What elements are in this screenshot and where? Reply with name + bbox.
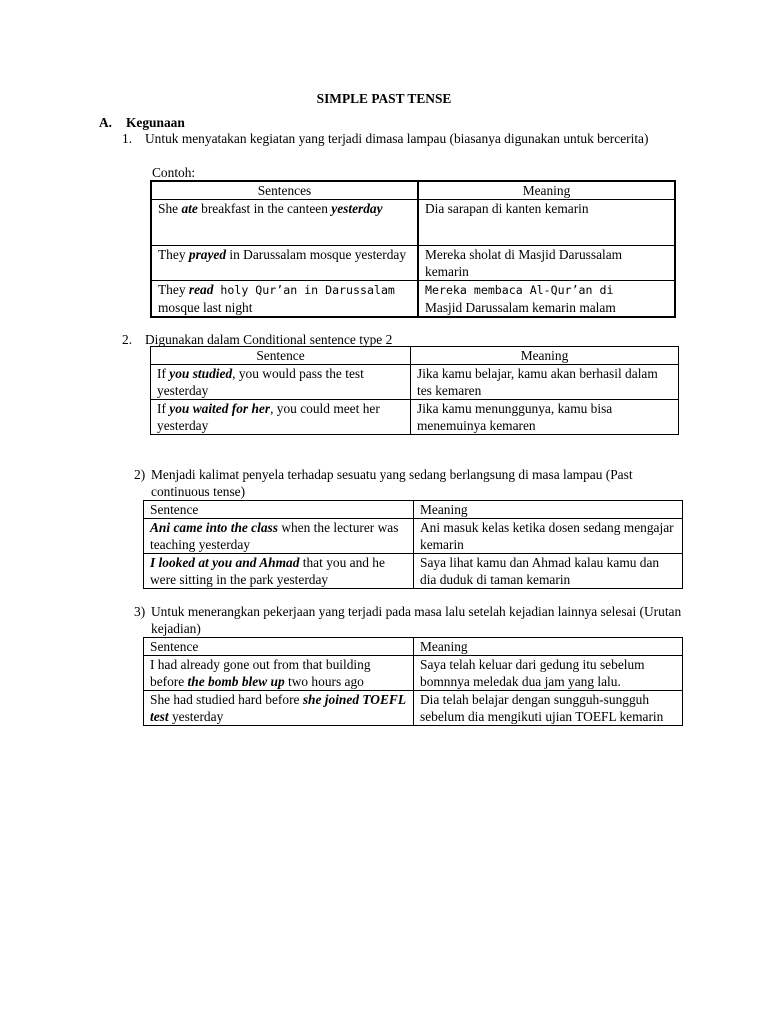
item-text: Menjadi kalimat penyela terhadap sesuatu yang sedang berlangsung di masa lampau (Past continuous tense): [151, 467, 633, 499]
header-meaning: Meaning: [411, 347, 679, 365]
sentence-cell: If you studied, you would pass the test yesterday: [151, 365, 411, 400]
table-row: [144, 554, 683, 589]
meaning-cell: Mereka sholat di Masjid Darussalam kemarin: [418, 246, 675, 281]
meaning-cell: Mereka membaca Al-Qur’an di Masjid Darussalam kemarin malam: [418, 281, 675, 318]
table-header-row: [151, 347, 679, 365]
meaning-cell: Saya lihat kamu dan Ahmad kalau kamu dan dia duduk di taman kemarin: [414, 554, 683, 589]
sentence-cell: They read holy Qur’an in Darussalam mosque last night: [151, 281, 418, 318]
section-heading: [99, 114, 185, 131]
table-row: [151, 365, 679, 400]
meaning-cell: Jika kamu belajar, kamu akan berhasil dalam tes kemaren: [411, 365, 679, 400]
examples-table-2: [150, 346, 679, 435]
examples-table-3: [143, 500, 683, 589]
sentence-cell: I had already gone out from that building before the bomb blew up two hours ago: [144, 656, 414, 691]
table-header-row: [144, 501, 683, 519]
table-row: [144, 519, 683, 554]
example-label: Contoh:: [152, 165, 196, 180]
usage-item-2: [122, 331, 393, 348]
section-letter: A.: [99, 115, 113, 130]
examples-table-1: [150, 180, 676, 318]
header-meaning: Meaning: [418, 181, 675, 200]
table-header-row: [144, 638, 683, 656]
meaning-cell: Jika kamu menunggunya, kamu bisa menemuinya kemaren: [411, 400, 679, 435]
table-row: [151, 246, 675, 281]
meaning-cell: Dia telah belajar dengan sungguh-sungguh sebelum dia mengikuti ujian TOEFL kemarin: [414, 691, 683, 726]
examples-table-4: [143, 637, 683, 726]
header-meaning: Meaning: [414, 638, 683, 656]
header-sentence: Sentence: [151, 347, 411, 365]
item-text: Untuk menyatakan kegiatan yang terjadi dimasa lampau (biasanya digunakan untuk bercerita): [145, 131, 649, 146]
table-header-row: [151, 181, 675, 200]
table-row: [151, 200, 675, 246]
sentence-cell: I looked at you and Ahmad that you and he were sitting in the park yesterday: [144, 554, 414, 589]
header-meaning: Meaning: [414, 501, 683, 519]
sentence-cell: They prayed in Darussalam mosque yesterday: [151, 246, 418, 281]
meaning-cell: Dia sarapan di kanten kemarin: [418, 200, 675, 246]
header-sentence: Sentence: [144, 638, 414, 656]
table-row: [144, 691, 683, 726]
item-number: 2): [134, 467, 146, 482]
table-row: [144, 656, 683, 691]
table-row: [151, 400, 679, 435]
page-title: SIMPLE PAST TENSE: [316, 91, 452, 106]
sentence-cell: Ani came into the class when the lecturer was teaching yesterday: [144, 519, 414, 554]
item-number: 2.: [122, 332, 133, 347]
item-text: Digunakan dalam Conditional sentence type 2: [145, 332, 393, 347]
table-row: [151, 281, 675, 318]
sentence-cell: She had studied hard before she joined TOEFL test yesterday: [144, 691, 414, 726]
item-number: 1.: [122, 131, 133, 146]
meaning-cell: Saya telah keluar dari gedung itu sebelum bomnnya meledak dua jam yang lalu.: [414, 656, 683, 691]
header-sentence: Sentence: [144, 501, 414, 519]
header-sentence: Sentences: [151, 181, 418, 200]
item-text: Untuk menerangkan pekerjaan yang terjadi pada masa lalu setelah kejadian lainnya selesai (Urutan kejadian): [151, 604, 682, 636]
sentence-cell: If you waited for her, you could meet her yesterday: [151, 400, 411, 435]
item-number: 3): [134, 604, 146, 619]
sentence-cell: She ate breakfast in the canteen yesterday: [151, 200, 418, 246]
meaning-cell: Ani masuk kelas ketika dosen sedang mengajar kemarin: [414, 519, 683, 554]
section-title: Kegunaan: [126, 115, 185, 130]
